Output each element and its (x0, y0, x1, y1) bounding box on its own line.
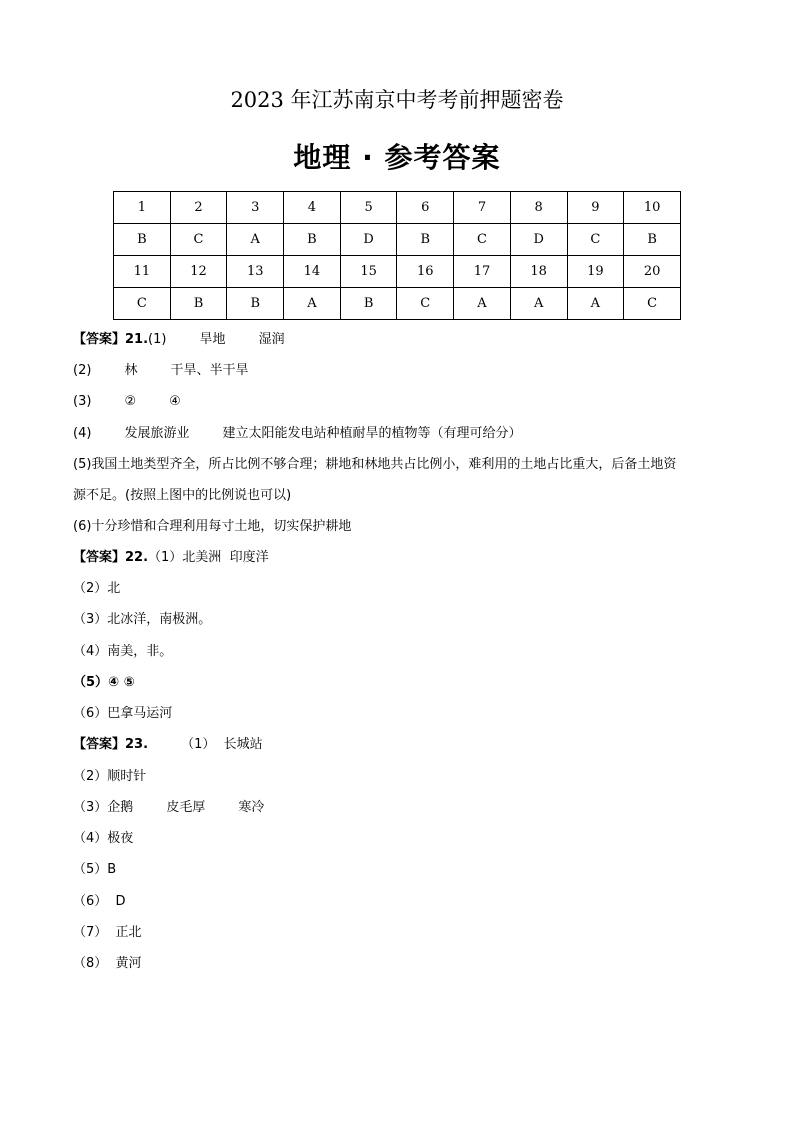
table-row-question-numbers (114, 256, 681, 288)
table-cell: 17 (454, 256, 511, 288)
q23-line-4: （4）极夜 (73, 831, 134, 846)
q23-line-6: （6） D (73, 894, 126, 909)
answer-tag: 【答案】23. (73, 737, 149, 752)
q23-line-8: （8） 黄河 (73, 956, 142, 971)
table-cell: D (340, 224, 397, 256)
q23-line-2: （2）顺时针 (73, 769, 147, 784)
answer-tag: 【答案】21. (73, 332, 149, 347)
q21-part-1: (1) 旱地 湿润 (148, 332, 285, 347)
document-subtitle: 地理 · 参考答案 (293, 141, 501, 174)
table-cell: D (510, 224, 567, 256)
table-cell: 8 (510, 192, 567, 224)
table-cell: 10 (624, 192, 681, 224)
table-cell: 1 (114, 192, 171, 224)
table-row-question-numbers (114, 192, 681, 224)
q23-line-3: （3）企鹅 皮毛厚 寒冷 (73, 800, 265, 815)
q21-line-6: (6)十分珍惜和合理利用每寸土地，切实保护耕地 (73, 519, 352, 534)
table-cell: C (624, 288, 681, 320)
table-cell: 3 (227, 192, 284, 224)
table-cell: C (397, 288, 454, 320)
q22-line-1 (73, 549, 269, 567)
answer-tag: 【答案】22. (73, 550, 149, 565)
table-cell: 14 (284, 256, 341, 288)
q21-line-4: (4) 发展旅游业 建立太阳能发电站种植耐旱的植物等（有理可给分） (73, 426, 522, 441)
table-row-answers (114, 224, 681, 256)
q21-line-1 (73, 331, 285, 349)
q21-line-2: (2) 林 干旱、半干旱 (73, 363, 249, 378)
table-cell: C (114, 288, 171, 320)
table-cell: 15 (340, 256, 397, 288)
q22-line-4: （4）南美，非。 (73, 644, 173, 659)
q22-line-3: （3）北冰洋，南极洲。 (73, 612, 212, 627)
table-cell: 9 (567, 192, 624, 224)
table-cell: B (170, 288, 227, 320)
table-cell: A (284, 288, 341, 320)
q23-part-1: （1） 长城站 (148, 737, 263, 752)
q21-line-5a: (5)我国土地类型齐全，所占比例不够合理；耕地和林地共占比例小，难利用的土地占比重大，后备土地资 (73, 457, 677, 472)
table-cell: B (624, 224, 681, 256)
table-cell: 19 (567, 256, 624, 288)
table-cell: 5 (340, 192, 397, 224)
table-cell: C (454, 224, 511, 256)
table-cell: 2 (170, 192, 227, 224)
table-cell: B (114, 224, 171, 256)
table-cell: A (567, 288, 624, 320)
q22-part-1: （1）北美洲 印度洋 (148, 550, 269, 565)
table-cell: 13 (227, 256, 284, 288)
table-cell: A (227, 224, 284, 256)
table-cell: B (340, 288, 397, 320)
table-cell: 7 (454, 192, 511, 224)
document-title: 2023 年江苏南京中考考前押题密卷 (230, 88, 564, 112)
table-cell: A (454, 288, 511, 320)
table-cell: C (567, 224, 624, 256)
table-cell: B (397, 224, 454, 256)
table-cell: 12 (170, 256, 227, 288)
q23-line-7: （7） 正北 (73, 925, 142, 940)
table-cell: 18 (510, 256, 567, 288)
answer-table (113, 191, 681, 320)
table-cell: B (227, 288, 284, 320)
table-cell: 16 (397, 256, 454, 288)
q22-line-6: （6）巴拿马运河 (73, 706, 173, 721)
table-row-answers (114, 288, 681, 320)
q21-line-3: (3) ② ④ (73, 394, 181, 409)
table-cell: 11 (114, 256, 171, 288)
table-cell: 20 (624, 256, 681, 288)
q21-line-5b: 源不足。(按照上图中的比例说也可以) (73, 488, 292, 503)
table-cell: A (510, 288, 567, 320)
q23-line-1 (73, 736, 263, 754)
q23-line-5: （5）B (73, 862, 117, 877)
table-cell: 6 (397, 192, 454, 224)
q22-line-2: （2）北 (73, 581, 121, 596)
table-cell: 4 (284, 192, 341, 224)
table-cell: B (284, 224, 341, 256)
q22-line-5: （5）④ ⑤ (73, 675, 135, 690)
table-cell: C (170, 224, 227, 256)
